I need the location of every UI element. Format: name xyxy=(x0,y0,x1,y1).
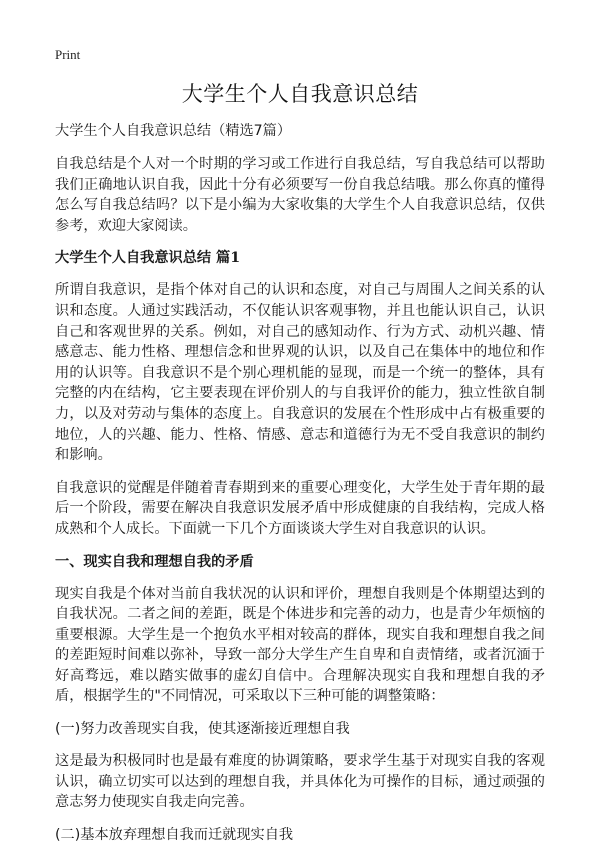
intro-paragraph: 自我总结是个人对一个时期的学习或工作进行自我总结，写自我总结可以帮助我们正确地认识自我，因此十分有必须要写一份自我总结哦。那么你真的懂得怎么写自我总结吗？以下是小编为大家收集的大学生个人自我意识总结，仅供参考，欢迎大家阅读。 xyxy=(55,156,545,234)
section-heading: 大学生个人自我意识总结 篇1 xyxy=(55,250,241,267)
paragraph: 现实自我是个体对当前自我状况的认识和评价，理想自我则是个体期望达到的自我状况。二者之间的差距，既是个体进步和完善的动力，也是青少年烦恼的重要根源。大学生是一个抱负水平相对较高的群体，现实自我和理想自我之间的差距短时间难以弥补，导致一部分大学生产生自卑和自责情绪，或者沉湎于好高骛远，难以踏实做事的虚幻自信中。合理解决现实自我和理想自我的矛盾，根据学生的"不同情况，可采取以下三种可能的调整策略： xyxy=(55,585,545,705)
strategy-heading: (二)基本放弃理想自我而迁就现实自我 xyxy=(55,826,294,843)
strategy-heading: (一)努力改善现实自我，使其逐渐接近理想自我 xyxy=(55,721,350,738)
paragraph: 所谓自我意识，是指个体对自己的认识和态度，对自己与周围人之间关系的认识和态度。人通过实践活动，不仅能认识客观事物，并且也能认识自己，认识自己和客观世界的关系。例如，对自己的感知动作、行为方式、动机兴趣、情感意志、能力性格、理想信念和世界观的认识，以及自己在集体中的地位和作用的认识等。自我意识不是个别心理机能的显现，而是一个统一的整体，具有完整的内在结构，它主要表现在评价别人的与自我评价的能力，独立性欲自制力，以及对劳动与集体的态度上。自我意识的发展在个性形成中占有极重要的地位，人的兴趣、能力、性格、情感、意志和道德行为无不受自我意识的制约和影响。 xyxy=(55,282,545,464)
part-heading: 一、现实自我和理想自我的矛盾 xyxy=(55,553,254,570)
paragraph: 自我意识的觉醒是伴随着青春期到来的重要心理变化，大学生处于青年期的最后一个阶段，需要在解决自我意识发展矛盾中形成健康的自我结构，完成人格成熟和个人成长。下面就一下几个方面谈谈大学生对自我意识的认识。 xyxy=(55,479,545,537)
document-subtitle: 大学生个人自我意识总结（精选7篇） xyxy=(55,123,292,139)
print-label: Print xyxy=(55,47,81,62)
paragraph: 这是最为积极同时也是最有难度的协调策略，要求学生基于对现实自我的客观认识，确立切实可以达到的理想自我，并具体化为可操作的目标，通过顽强的意志努力使现实自我走向完善。 xyxy=(55,753,545,811)
document-body xyxy=(55,121,545,857)
document-title: 大学生个人自我意识总结 xyxy=(181,82,419,106)
